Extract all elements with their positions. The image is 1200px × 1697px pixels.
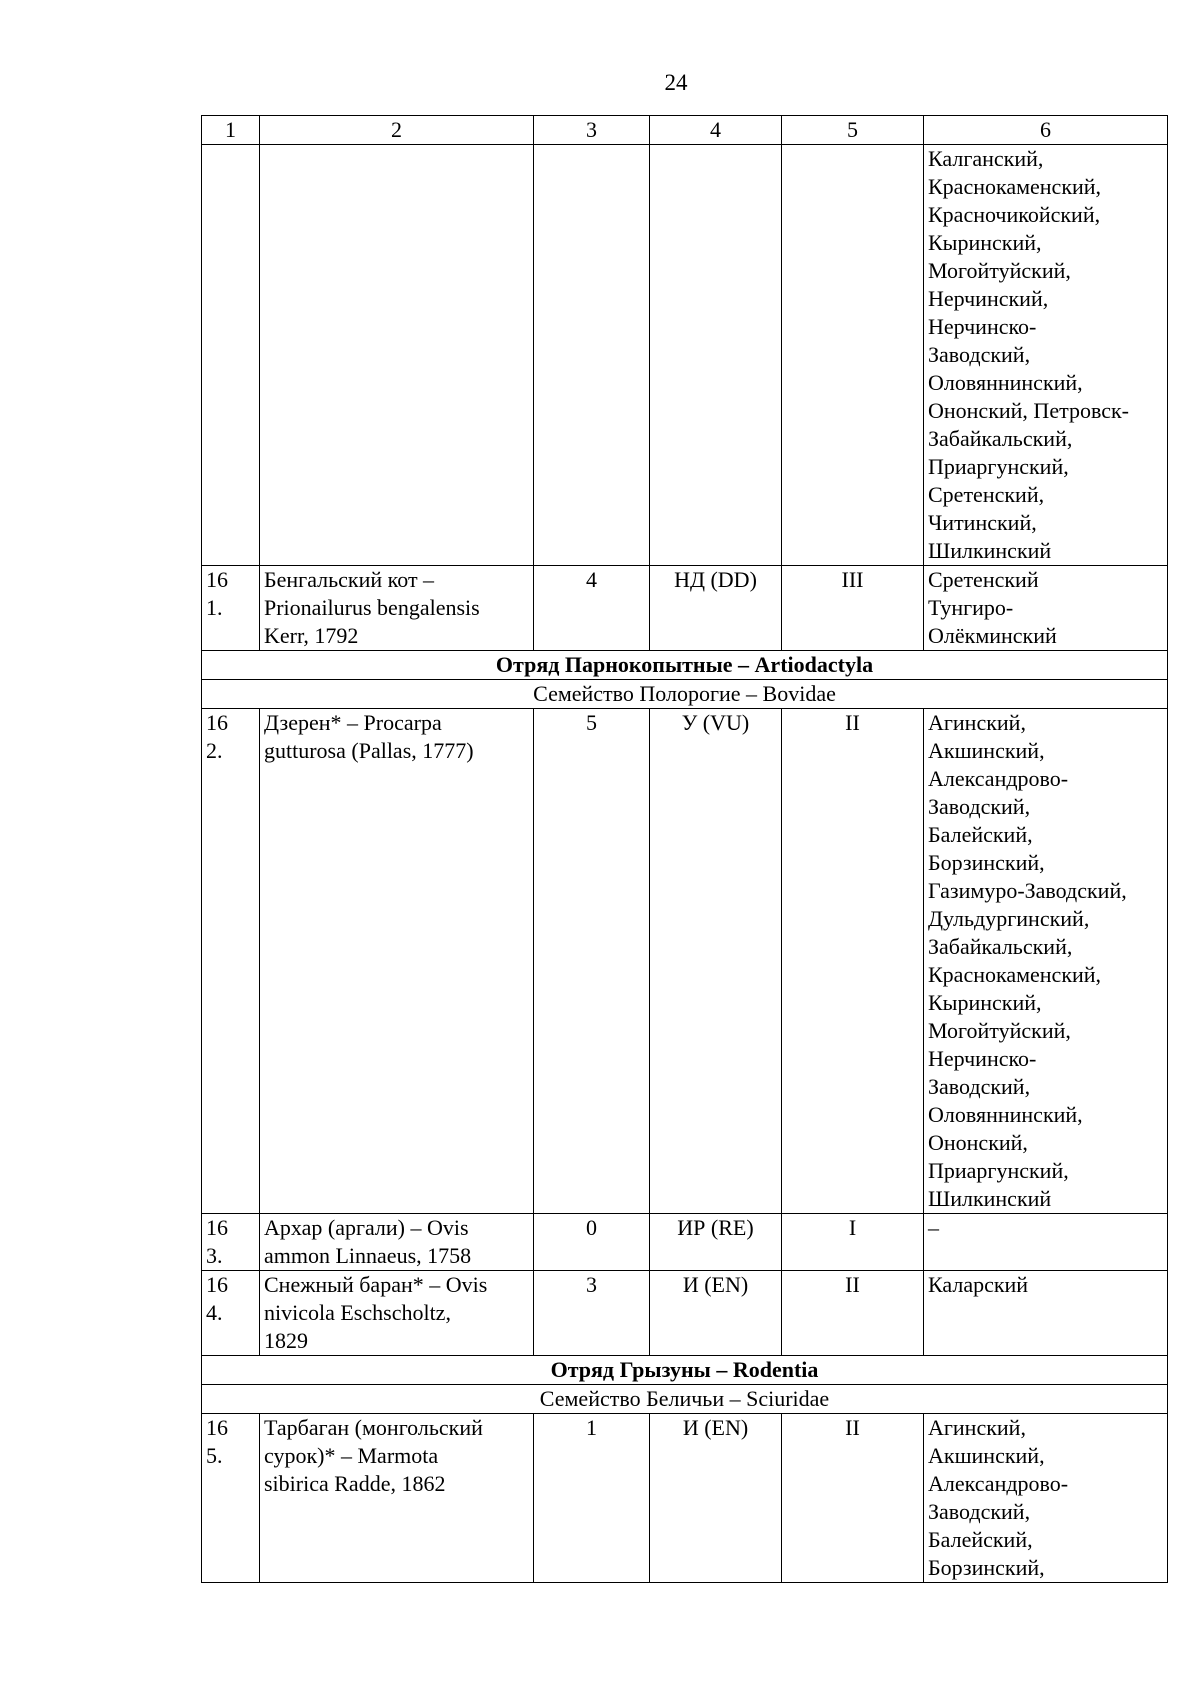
protection-category-cell: II <box>782 709 924 1214</box>
column-header: 5 <box>782 116 924 145</box>
column-header: 4 <box>650 116 782 145</box>
cell-line: Заводский, <box>928 1074 1031 1099</box>
family-row <box>202 1385 1168 1414</box>
districts-cell <box>924 1214 1168 1271</box>
cell-line: Могойтуйский, <box>928 258 1071 283</box>
protection-category-cell <box>782 145 924 566</box>
cell-line: 16 <box>206 1215 228 1240</box>
districts-cell <box>924 1271 1168 1356</box>
cell-line: Кыринский, <box>928 990 1042 1015</box>
table-row <box>202 1214 1168 1271</box>
cell-line: Борзинский, <box>928 1555 1045 1580</box>
cell-line: Калганский, <box>928 146 1044 171</box>
cell-line: Балейский, <box>928 1527 1033 1552</box>
cell-line: 1. <box>206 595 223 620</box>
cell-line: Сретенский <box>928 567 1039 592</box>
table-header-row <box>202 116 1168 145</box>
table-row <box>202 1414 1168 1583</box>
cell-line: Могойтуйский, <box>928 1018 1071 1043</box>
protection-category-cell: II <box>782 1271 924 1356</box>
cell-line: Агинский, <box>928 1415 1026 1440</box>
cell-line: Забайкальский, <box>928 934 1073 959</box>
cell-line: Каларский <box>928 1272 1029 1297</box>
table-row <box>202 709 1168 1214</box>
family-title: Семейство Полорогие – Bovidae <box>202 680 1168 709</box>
cell-line: Тунгиро- <box>928 595 1014 620</box>
cell-line: Prionailurus bengalensis <box>264 595 480 620</box>
districts-cell <box>924 709 1168 1214</box>
protection-category-cell: III <box>782 566 924 651</box>
species-number <box>202 145 260 566</box>
status-cell: И (EN) <box>650 1414 782 1583</box>
cell-line: 16 <box>206 710 228 735</box>
cell-line: Краснокаменский, <box>928 962 1102 987</box>
cell-line: Агинский, <box>928 710 1026 735</box>
table-row <box>202 566 1168 651</box>
cell-line: nivicola Eschscholtz, <box>264 1300 451 1325</box>
category-cell: 3 <box>534 1271 650 1356</box>
species-table <box>201 115 1168 1583</box>
cell-line: Нерчинский, <box>928 286 1049 311</box>
cell-line: 16 <box>206 1415 228 1440</box>
order-row <box>202 1356 1168 1385</box>
cell-line: Шилкинский <box>928 538 1052 563</box>
cell-line: Газимуро-Заводский, <box>928 878 1127 903</box>
districts-cell <box>924 1414 1168 1583</box>
districts-cell <box>924 566 1168 651</box>
cell-line: Снежный баран* – Ovis <box>264 1272 488 1297</box>
category-cell: 4 <box>534 566 650 651</box>
order-title: Отряд Грызуны – Rodentia <box>202 1356 1168 1385</box>
family-row <box>202 680 1168 709</box>
species-number <box>202 1414 260 1583</box>
species-name <box>260 1271 534 1356</box>
cell-line: Заводский, <box>928 794 1031 819</box>
cell-line: Акшинский, <box>928 738 1045 763</box>
column-header: 6 <box>924 116 1168 145</box>
status-cell: ИР (RE) <box>650 1214 782 1271</box>
species-number <box>202 1271 260 1356</box>
cell-line: Тарбаган (монгольский <box>264 1415 483 1440</box>
cell-line: Кыринский, <box>928 230 1042 255</box>
cell-line: – <box>928 1215 939 1240</box>
cell-line: Дзерен* – Procarpa <box>264 710 442 735</box>
cell-line: сурок)* – Marmota <box>264 1443 439 1468</box>
cell-line: Kerr, 1792 <box>264 623 359 648</box>
column-header: 2 <box>260 116 534 145</box>
category-cell: 1 <box>534 1414 650 1583</box>
column-header: 3 <box>534 116 650 145</box>
cell-line: Читинский, <box>928 510 1037 535</box>
protection-category-cell: I <box>782 1214 924 1271</box>
cell-line: Оловяннинский, <box>928 1102 1083 1127</box>
column-header: 1 <box>202 116 260 145</box>
cell-line: 1829 <box>264 1328 308 1353</box>
cell-line: Забайкальский, <box>928 426 1073 451</box>
order-row <box>202 651 1168 680</box>
cell-line: sibirica Radde, 1862 <box>264 1471 446 1496</box>
status-cell: НД (DD) <box>650 566 782 651</box>
species-name <box>260 709 534 1214</box>
table-row <box>202 1271 1168 1356</box>
cell-line: Краснокаменский, <box>928 174 1102 199</box>
cell-line: Архар (аргали) – Ovis <box>264 1215 469 1240</box>
cell-line: 16 <box>206 567 228 592</box>
cell-line: Олёкминский <box>928 623 1057 648</box>
page-number: 24 <box>664 70 688 95</box>
category-cell: 0 <box>534 1214 650 1271</box>
species-number <box>202 709 260 1214</box>
cell-line: 2. <box>206 738 223 763</box>
species-name <box>260 566 534 651</box>
cell-line: Ононский, Петровск- <box>928 398 1130 423</box>
cell-line: Заводский, <box>928 1499 1031 1524</box>
cell-line: Приаргунский, <box>928 454 1069 479</box>
cell-line: Шилкинский <box>928 1186 1052 1211</box>
cell-line: Нерчинско- <box>928 314 1037 339</box>
cell-line: Балейский, <box>928 822 1033 847</box>
cell-line: ammon Linnaeus, 1758 <box>264 1243 472 1268</box>
species-number <box>202 1214 260 1271</box>
category-cell <box>534 145 650 566</box>
category-cell: 5 <box>534 709 650 1214</box>
cell-line: Нерчинско- <box>928 1046 1037 1071</box>
status-cell: И (EN) <box>650 1271 782 1356</box>
species-name <box>260 1214 534 1271</box>
cell-line: Александрово- <box>928 1471 1069 1496</box>
status-cell <box>650 145 782 566</box>
status-cell: У (VU) <box>650 709 782 1214</box>
cell-line: gutturosa (Pallas, 1777) <box>264 738 474 763</box>
family-title: Семейство Беличьи – Sciuridae <box>202 1385 1168 1414</box>
cell-line: Александрово- <box>928 766 1069 791</box>
species-table-body <box>202 116 1168 1583</box>
species-number <box>202 566 260 651</box>
cell-line: Дульдургинский, <box>928 906 1090 931</box>
table-row <box>202 145 1168 566</box>
cell-line: Акшинский, <box>928 1443 1045 1468</box>
cell-line: Оловяннинский, <box>928 370 1083 395</box>
species-name <box>260 145 534 566</box>
cell-line: Красночикойский, <box>928 202 1101 227</box>
cell-line: Ононский, <box>928 1130 1028 1155</box>
cell-line: 16 <box>206 1272 228 1297</box>
species-name <box>260 1414 534 1583</box>
cell-line: Борзинский, <box>928 850 1045 875</box>
districts-cell <box>924 145 1168 566</box>
protection-category-cell: II <box>782 1414 924 1583</box>
order-title: Отряд Парнокопытные – Artiodactyla <box>202 651 1168 680</box>
cell-line: Заводский, <box>928 342 1031 367</box>
cell-line: 4. <box>206 1300 223 1325</box>
cell-line: 3. <box>206 1243 223 1268</box>
cell-line: Бенгальский кот – <box>264 567 435 592</box>
cell-line: 5. <box>206 1443 223 1468</box>
cell-line: Приаргунский, <box>928 1158 1069 1183</box>
cell-line: Сретенский, <box>928 482 1045 507</box>
